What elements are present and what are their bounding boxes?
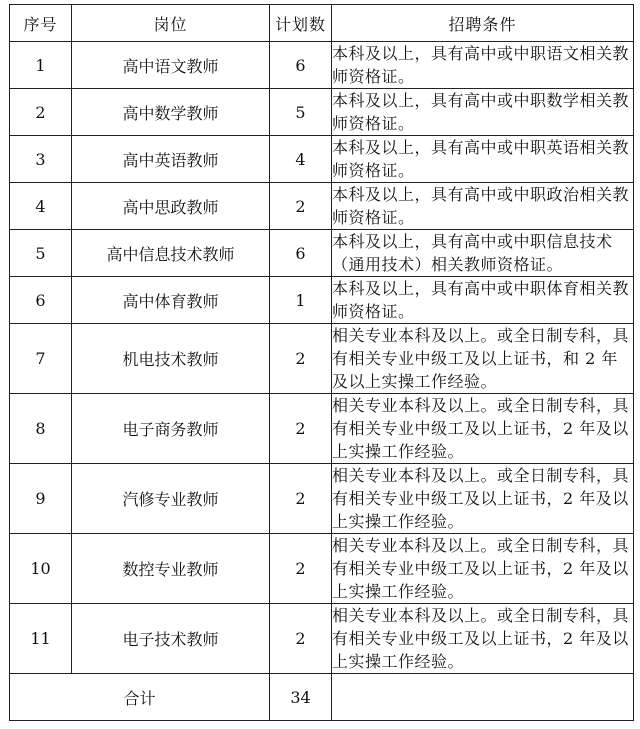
row-requirements: 本科及以上，具有高中或中职体育相关教师资格证。 bbox=[332, 277, 634, 324]
header-row bbox=[10, 5, 634, 42]
row-requirements: 相关专业本科及以上。或全日制专科，具有相关专业中级工及以上证书，2 年及以上实操工作经验。 bbox=[332, 464, 634, 534]
row-index: 5 bbox=[10, 230, 72, 277]
row-requirements: 本科及以上，具有高中或中职英语相关教师资格证。 bbox=[332, 136, 634, 183]
row-position: 高中英语教师 bbox=[72, 136, 270, 183]
row-position: 高中数学教师 bbox=[72, 89, 270, 136]
row-requirements: 相关专业本科及以上。或全日制专科，具有相关专业中级工及以上证书，2 年及以上实操工作经验。 bbox=[332, 534, 634, 604]
total-label: 合计 bbox=[10, 674, 270, 721]
row-index: 11 bbox=[10, 604, 72, 674]
table-row bbox=[10, 324, 634, 394]
row-plan: 2 bbox=[270, 324, 332, 394]
row-position: 高中信息技术教师 bbox=[72, 230, 270, 277]
table-row bbox=[10, 183, 634, 230]
row-position: 数控专业教师 bbox=[72, 534, 270, 604]
table-row bbox=[10, 89, 634, 136]
row-requirements: 相关专业本科及以上。或全日制专科，具有相关专业中级工及以上证书，和 2 年及以上实操工作经验。 bbox=[332, 324, 634, 394]
row-index: 4 bbox=[10, 183, 72, 230]
row-plan: 2 bbox=[270, 464, 332, 534]
table-row bbox=[10, 604, 634, 674]
row-index: 6 bbox=[10, 277, 72, 324]
row-position: 机电技术教师 bbox=[72, 324, 270, 394]
row-index: 8 bbox=[10, 394, 72, 464]
row-position: 汽修专业教师 bbox=[72, 464, 270, 534]
row-plan: 6 bbox=[270, 230, 332, 277]
row-index: 7 bbox=[10, 324, 72, 394]
row-plan: 2 bbox=[270, 394, 332, 464]
row-position: 高中思政教师 bbox=[72, 183, 270, 230]
table-row bbox=[10, 394, 634, 464]
row-index: 10 bbox=[10, 534, 72, 604]
row-position: 高中体育教师 bbox=[72, 277, 270, 324]
table-row bbox=[10, 136, 634, 183]
row-position: 高中语文教师 bbox=[72, 42, 270, 89]
table-row bbox=[10, 230, 634, 277]
row-requirements: 本科及以上，具有高中或中职数学相关教师资格证。 bbox=[332, 89, 634, 136]
total-row bbox=[10, 674, 634, 721]
row-index: 9 bbox=[10, 464, 72, 534]
table-row bbox=[10, 464, 634, 534]
row-plan: 2 bbox=[270, 183, 332, 230]
row-requirements: 本科及以上，具有高中或中职语文相关教师资格证。 bbox=[332, 42, 634, 89]
recruitment-table bbox=[9, 4, 634, 721]
row-requirements: 本科及以上，具有高中或中职政治相关教师资格证。 bbox=[332, 183, 634, 230]
header-index: 序号 bbox=[10, 5, 72, 42]
header-plan: 计划数 bbox=[270, 5, 332, 42]
header-requirements: 招聘条件 bbox=[332, 5, 634, 42]
row-position: 电子商务教师 bbox=[72, 394, 270, 464]
row-index: 3 bbox=[10, 136, 72, 183]
row-position: 电子技术教师 bbox=[72, 604, 270, 674]
row-plan: 2 bbox=[270, 534, 332, 604]
table-row bbox=[10, 534, 634, 604]
row-plan: 1 bbox=[270, 277, 332, 324]
row-index: 1 bbox=[10, 42, 72, 89]
row-requirements: 本科及以上，具有高中或中职信息技术（通用技术）相关教师资格证。 bbox=[332, 230, 634, 277]
row-requirements: 相关专业本科及以上。或全日制专科，具有相关专业中级工及以上证书，2 年及以上实操工作经验。 bbox=[332, 604, 634, 674]
row-plan: 5 bbox=[270, 89, 332, 136]
total-requirements-empty bbox=[332, 674, 634, 721]
table-row bbox=[10, 277, 634, 324]
table-row bbox=[10, 42, 634, 89]
row-requirements: 相关专业本科及以上。或全日制专科，具有相关专业中级工及以上证书，2 年及以上实操工作经验。 bbox=[332, 394, 634, 464]
row-plan: 6 bbox=[270, 42, 332, 89]
total-plan: 34 bbox=[270, 674, 332, 721]
header-position: 岗位 bbox=[72, 5, 270, 42]
row-index: 2 bbox=[10, 89, 72, 136]
row-plan: 4 bbox=[270, 136, 332, 183]
row-plan: 2 bbox=[270, 604, 332, 674]
